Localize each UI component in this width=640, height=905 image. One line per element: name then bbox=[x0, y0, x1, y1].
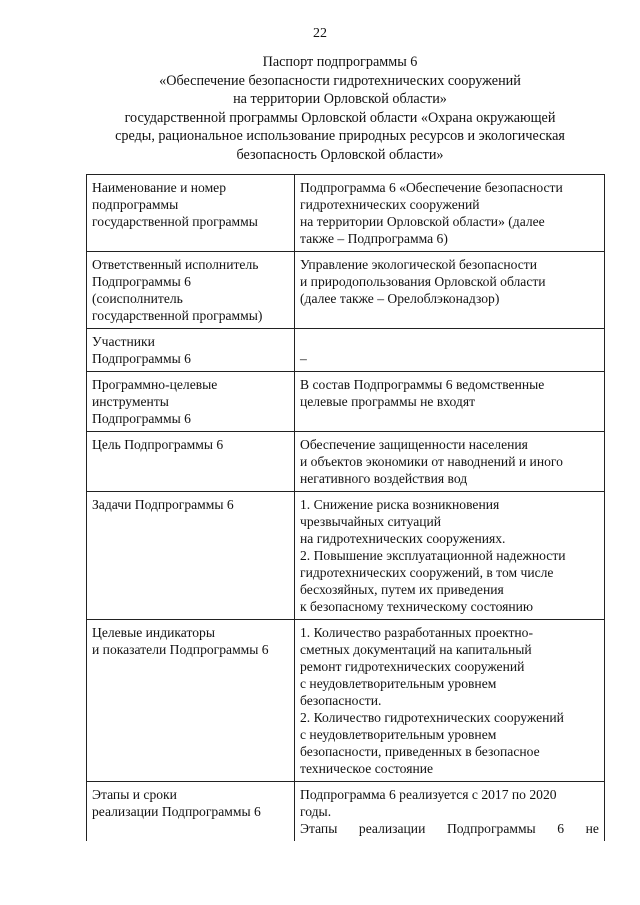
title-line: «Обеспечение безопасности гидротехнических сооружений bbox=[159, 72, 521, 89]
row-value-line: (далее также – Орелоблэконадзор) bbox=[300, 291, 500, 306]
row-value-line: целевые программы не входят bbox=[300, 394, 476, 409]
row-label-line: подпрограммы bbox=[92, 197, 179, 212]
row-value-cell bbox=[295, 329, 605, 372]
row-label-cell bbox=[87, 252, 295, 329]
row-value-line: Подпрограмма 6 «Обеспечение безопасности bbox=[300, 180, 563, 195]
row-value-line: гидротехнических сооружений bbox=[300, 197, 480, 212]
row-label-line: Целевые индикаторы bbox=[92, 625, 215, 640]
table-row bbox=[87, 432, 605, 492]
table-row bbox=[87, 175, 605, 252]
row-value-word: Подпрограммы bbox=[446, 821, 536, 836]
title-line: безопасность Орловской области» bbox=[236, 146, 444, 163]
row-value-line: годы. bbox=[300, 804, 332, 819]
row-value-line: В состав Подпрограммы 6 ведомственные bbox=[300, 377, 545, 392]
row-value-word: реализации bbox=[358, 821, 426, 836]
row-label-line: государственной программы) bbox=[92, 308, 263, 323]
row-value-word: не bbox=[585, 821, 599, 836]
row-value-line: гидротехнических сооружений, в том числе bbox=[300, 565, 554, 580]
row-label-line: Подпрограммы 6 bbox=[92, 274, 191, 289]
row-value-line: с неудовлетворительным уровнем bbox=[300, 727, 497, 742]
row-value-cell bbox=[295, 492, 605, 620]
row-value-cell bbox=[295, 252, 605, 329]
row-label-line: Подпрограммы 6 bbox=[92, 351, 191, 366]
row-label-line: Программно-целевые bbox=[92, 377, 218, 392]
row-value-line: к безопасному техническому состоянию bbox=[300, 599, 534, 614]
row-label-line: Цель Подпрограммы 6 bbox=[92, 437, 224, 452]
row-label-cell bbox=[87, 372, 295, 432]
table-row bbox=[87, 492, 605, 620]
row-value-line: техническое состояние bbox=[300, 761, 434, 776]
row-value-line: ремонт гидротехнических сооружений bbox=[300, 659, 525, 674]
row-label-line: Наименование и номер bbox=[92, 180, 227, 195]
row-label-line: Ответственный исполнитель bbox=[92, 257, 259, 272]
table-row bbox=[87, 372, 605, 432]
row-value-cell bbox=[295, 175, 605, 252]
row-value-line: и объектов экономики от наводнений и иного bbox=[300, 454, 563, 469]
row-label-line: Задачи Подпрограммы 6 bbox=[92, 497, 234, 512]
row-value-line: 1. Снижение риска возникновения bbox=[300, 497, 500, 512]
row-value-line: негативного воздействия вод bbox=[300, 471, 468, 486]
row-value-word: Этапы bbox=[300, 821, 338, 836]
row-label-cell bbox=[87, 782, 295, 842]
row-value-cell bbox=[295, 782, 605, 842]
row-value-line bbox=[300, 333, 599, 350]
row-label-cell bbox=[87, 620, 295, 782]
table-row bbox=[87, 329, 605, 372]
row-value-word: 6 bbox=[557, 821, 565, 836]
title-line: среды, рациональное использование природных ресурсов и экологическая bbox=[115, 128, 565, 145]
row-value-line: 2. Повышение эксплуатационной надежности bbox=[300, 548, 566, 563]
row-value-line: 1. Количество разработанных проектно- bbox=[300, 625, 533, 640]
row-label-cell bbox=[87, 329, 295, 372]
row-value-line: – bbox=[300, 351, 307, 366]
row-label-line: Участники bbox=[92, 334, 155, 349]
row-label-line: и показатели Подпрограммы 6 bbox=[92, 642, 269, 657]
title-line: Паспорт подпрограммы 6 bbox=[262, 54, 418, 70]
row-label-cell bbox=[87, 492, 295, 620]
row-value-line: безопасности. bbox=[300, 693, 382, 708]
row-value-cell bbox=[295, 372, 605, 432]
table-row bbox=[87, 620, 605, 782]
row-value-line: бесхозяйных, путем их приведения bbox=[300, 582, 504, 597]
title-line: государственной программы Орловской области «Охрана окружающей bbox=[124, 109, 556, 126]
row-label-line: (соисполнитель bbox=[92, 291, 183, 306]
row-value-line: и природопользования Орловской области bbox=[300, 274, 546, 289]
row-value-line: чрезвычайных ситуаций bbox=[300, 514, 442, 529]
row-label-cell bbox=[87, 432, 295, 492]
title-line: на территории Орловской области» bbox=[233, 91, 447, 108]
row-value-line: Управление экологической безопасности bbox=[300, 257, 538, 272]
table-row bbox=[87, 782, 605, 842]
table-row bbox=[87, 252, 605, 329]
row-value-cell bbox=[295, 620, 605, 782]
passport-table bbox=[86, 174, 605, 841]
row-value-line: Подпрограмма 6 реализуется с 2017 по 2020 bbox=[300, 787, 557, 802]
row-value-line: безопасности, приведенных в безопасное bbox=[300, 744, 540, 759]
row-value-line: также – Подпрограмма 6) bbox=[300, 231, 448, 246]
row-value-cell bbox=[295, 432, 605, 492]
row-value-line: на территории Орловской области» (далее bbox=[300, 214, 545, 229]
row-label-line: инструменты bbox=[92, 394, 169, 409]
page-number: 22 bbox=[313, 26, 327, 41]
row-label-line: государственной программы bbox=[92, 214, 258, 229]
row-value-line: 2. Количество гидротехнических сооружений bbox=[300, 710, 564, 725]
row-label-line: реализации Подпрограммы 6 bbox=[92, 804, 261, 819]
row-value-line bbox=[300, 820, 599, 837]
row-label-line: Этапы и сроки bbox=[92, 787, 177, 802]
row-value-line: с неудовлетворительным уровнем bbox=[300, 676, 497, 691]
document-title bbox=[90, 53, 590, 165]
row-value-line: Обеспечение защищенности населения bbox=[300, 437, 528, 452]
row-label-cell bbox=[87, 175, 295, 252]
row-value-line: сметных документаций на капитальный bbox=[300, 642, 532, 657]
row-label-line: Подпрограммы 6 bbox=[92, 411, 191, 426]
row-value-line: на гидротехнических сооружениях. bbox=[300, 531, 506, 546]
